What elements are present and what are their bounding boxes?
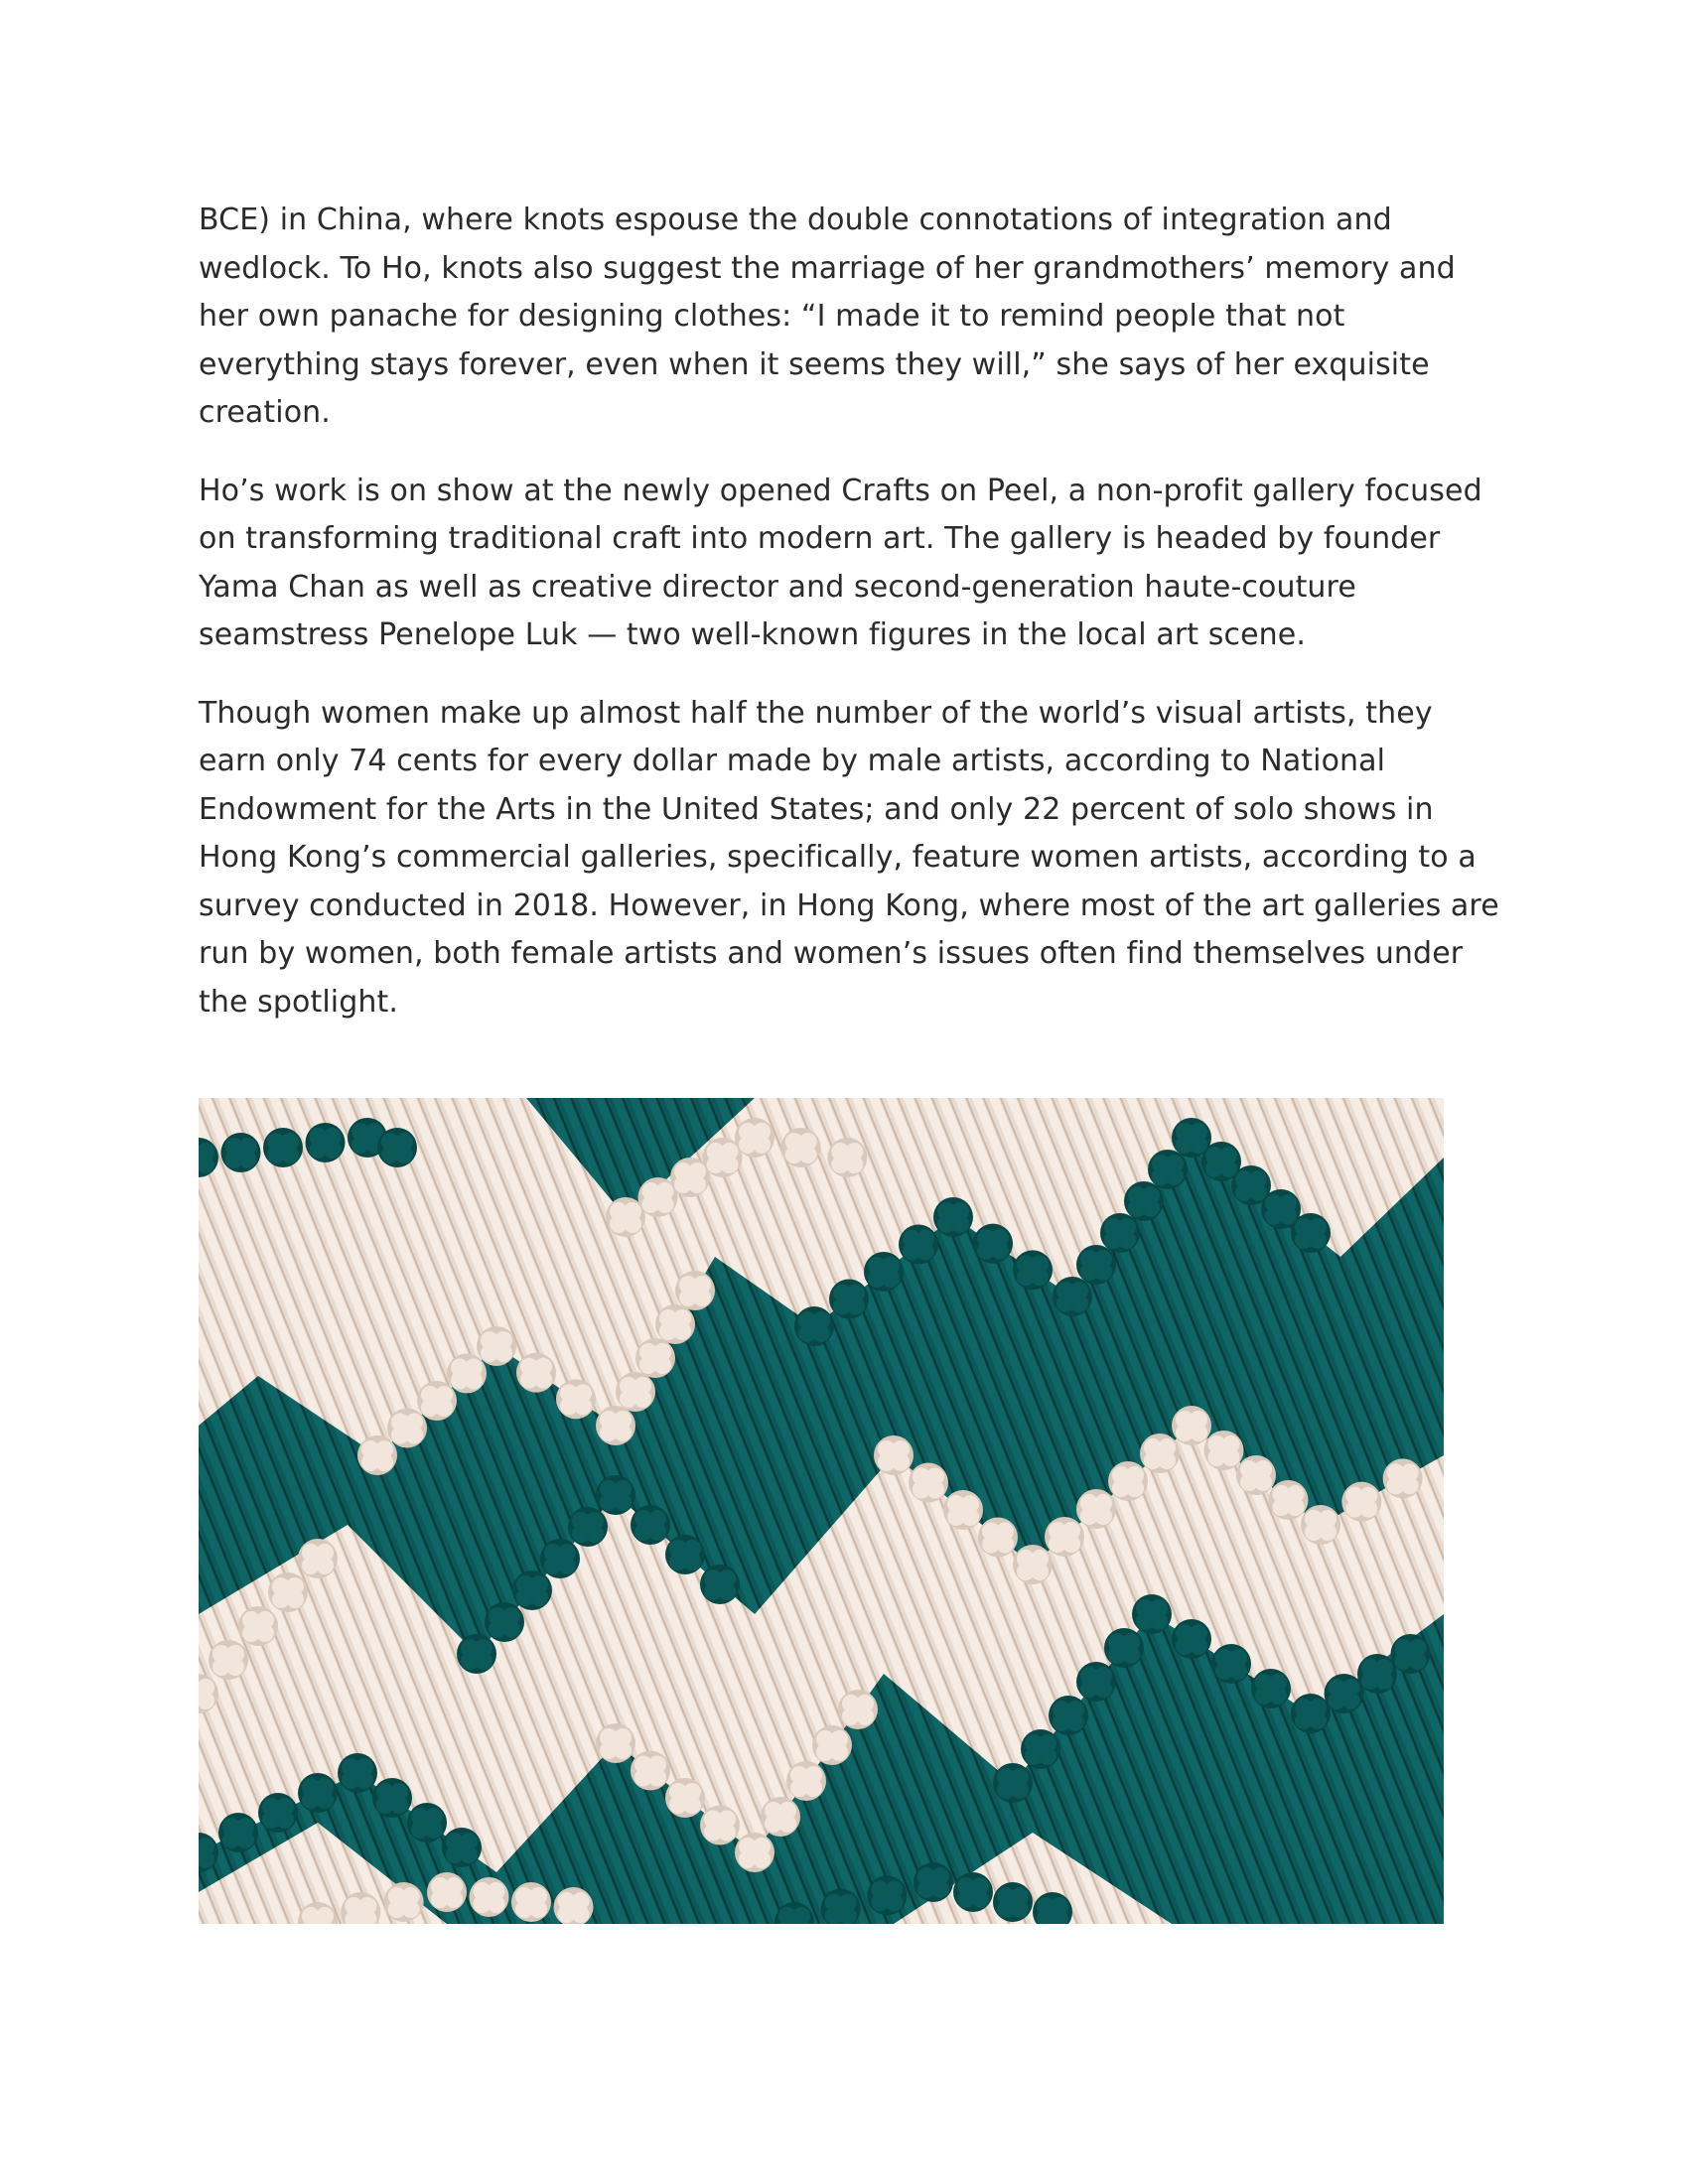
knotted-textile-icon: [199, 1098, 1444, 1924]
article-paragraph: Though women make up almost half the number of the world’s visual artists, they earn only 74 cents for every dollar made by male artists, according to National Endowment for the Arts in the United States; and only 22 percent of solo shows in Hong Kong’s commercial galleries, specifically, feature women artists, according to a survey conducted in 2018. However, in Hong Kong, where most of the art galleries are run by women, both female artists and women’s issues often find themselves under the spotlight.: [199, 695, 1499, 1020]
article-paragraph: BCE) in China, where knots espouse the double connotations of integration and wedlock. To Ho, knots also suggest the marriage of her grandmothers’ memory and her own panache for designing clothes: “I made it to remind people that not everything stays forever, even when it seems they will,” she says of her exquisite creation.: [199, 203, 1456, 430]
article-body: [199, 197, 1499, 1056]
article-paragraph: Ho’s work is on show at the newly opened Crafts on Peel, a non-profit gallery focused on transforming traditional craft into modern art. The gallery is headed by founder Yama Chan as well as creative director and second-generation haute-couture seamstress Penelope Luk — two well-known figures in the local art scene.: [199, 473, 1482, 652]
knotted-textile-photo: [199, 1098, 1444, 1924]
